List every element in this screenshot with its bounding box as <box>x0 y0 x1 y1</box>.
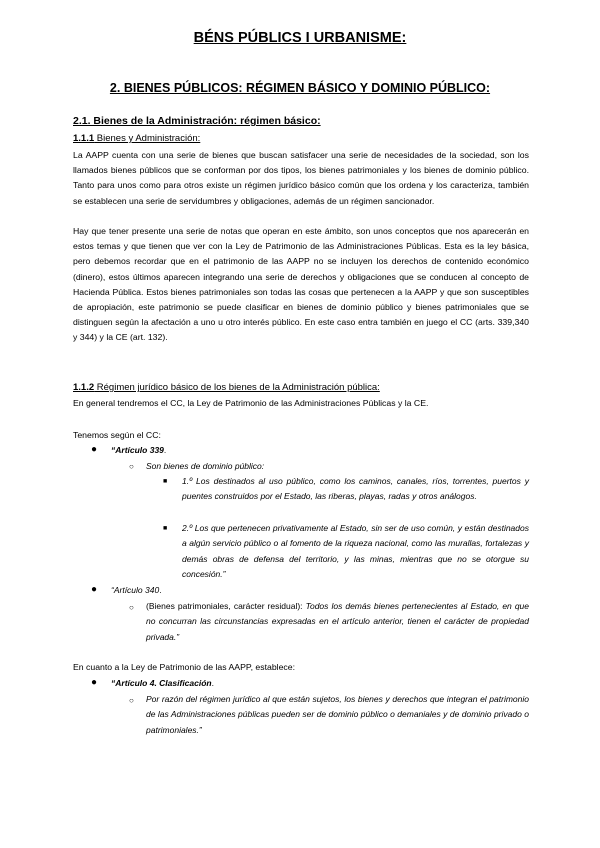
article-340-label <box>111 583 162 598</box>
document-title: BÉNS PÚBLICS I URBANISME: <box>193 30 407 46</box>
subsection-number: 1.1.2 <box>73 382 95 393</box>
circle-bullet-icon: ○ <box>129 603 134 612</box>
subsection-title: Régimen jurídico básico de los bienes de la Administración pública: <box>94 382 380 393</box>
article-label-dot: . <box>163 445 167 455</box>
bullet-icon: ● <box>91 584 98 595</box>
paragraph-2: Hay que tener presente una serie de notas que operan en este ámbito, son unos conceptos que nos aparecerán en estos temas y que tienen que ver con la Ley de Patrimonio de las Administraciones Públicas. Esta es la ley básica, pero debemos recordar que en el patrimonio de las AAPP no se incluyen los derechos de contenido económico (dinero), estos últimos aparecen integrando una serie de derechos y obligaciones que se conducen al concepto de Hacienda Pública. Estos bienes patrimoniales son todas las cosas que pertenecen a la AAPP y que son susceptibles de apropiación, este patrimonio se puede clasificar en bienes de dominio público y bienes patrimoniales que se distinguen según la afectación a uno u otro interés público. En este caso entra también en juego el CC (arts. 339,340 y 344) y la CE (art. 132). <box>73 226 529 343</box>
article-4-text: Por razón del régimen jurídico al que están sujetos, los bienes y derechos que integran el patrimonio de las Administraciones públicas pueden ser de dominio público o demaniales y de dominio privado o patrimoniales.” <box>146 694 529 735</box>
article-340-text <box>146 599 529 645</box>
article-label-dot: . <box>159 585 162 595</box>
subsection-heading-1-1-1 <box>73 133 200 144</box>
article-339-item-2: 2.º Los que pertenecen privativamente al Estado, sin ser de uso común, y están destinados a algún servicio público o al fomento de la riqueza nacional, como las murallas, fortalezas y demás obras de defensa del territorio, y las minas, mientras que no se otorgue su concesión.” <box>182 523 529 579</box>
article-339-item-1: 1.º Los destinados al uso público, como los caminos, canales, ríos, torrentes, puertos y puentes construidos por el Estado, las riberas, playas, radas y otros análogos. <box>182 476 529 502</box>
article-340-heading: (Bienes patrimoniales, carácter residual): <box>146 601 306 611</box>
article-339-sub: Son bienes de dominio público: <box>146 461 265 471</box>
subsection-title: Bienes y Administración: <box>94 133 201 144</box>
article-4-label <box>111 676 214 691</box>
article-label-dot: . <box>211 678 214 688</box>
article-label-text: “Artículo 4. Clasificación <box>111 678 212 688</box>
square-bullet-icon: ■ <box>163 478 168 485</box>
subsection-heading-1-1-2 <box>73 382 380 393</box>
circle-bullet-icon: ○ <box>129 696 134 705</box>
chapter-heading: 2. BIENES PÚBLICOS: RÉGIMEN BÁSICO Y DOMINIO PÚBLICO: <box>109 81 491 95</box>
paragraph-1: La AAPP cuenta con una serie de bienes que buscan satisfacer una serie de necesidades de la sociedad, son los llamados bienes públicos que se conforman por dos tipos, los bienes patrimoniales y los bienes de dominio público. Tanto para unos como para otros existe un régimen jurídico básico común que los ordena y los caracteriza, también se establecen una serie de servidumbres y obligaciones, además de un régimen sancionador. <box>73 150 529 206</box>
square-bullet-icon: ■ <box>163 525 168 532</box>
section-heading-2-1: 2.1. Bienes de la Administración: régimen básico: <box>73 115 321 127</box>
article-339-label <box>111 443 166 458</box>
article-label-text: “Artículo 339 <box>111 445 164 455</box>
cc-intro: Tenemos según el CC: <box>73 430 161 440</box>
circle-bullet-icon: ○ <box>129 462 134 471</box>
bullet-icon: ● <box>91 444 98 455</box>
bullet-icon: ● <box>91 677 98 688</box>
lpap-intro: En cuanto a la Ley de Patrimonio de las AAPP, establece: <box>73 662 295 672</box>
subsection-number: 1.1.1 <box>73 133 95 144</box>
paragraph-3: En general tendremos el CC, la Ley de Patrimonio de las Administraciones Públicas y la CE. <box>73 398 429 408</box>
article-340-body: Todos los demás bienes pertenecientes al Estado, en que no concurran las circunstancias expresadas en el artículo anterior, tienen el carácter de propiedad privada.” <box>146 601 529 642</box>
article-label-text: “Artículo 340 <box>111 585 160 595</box>
